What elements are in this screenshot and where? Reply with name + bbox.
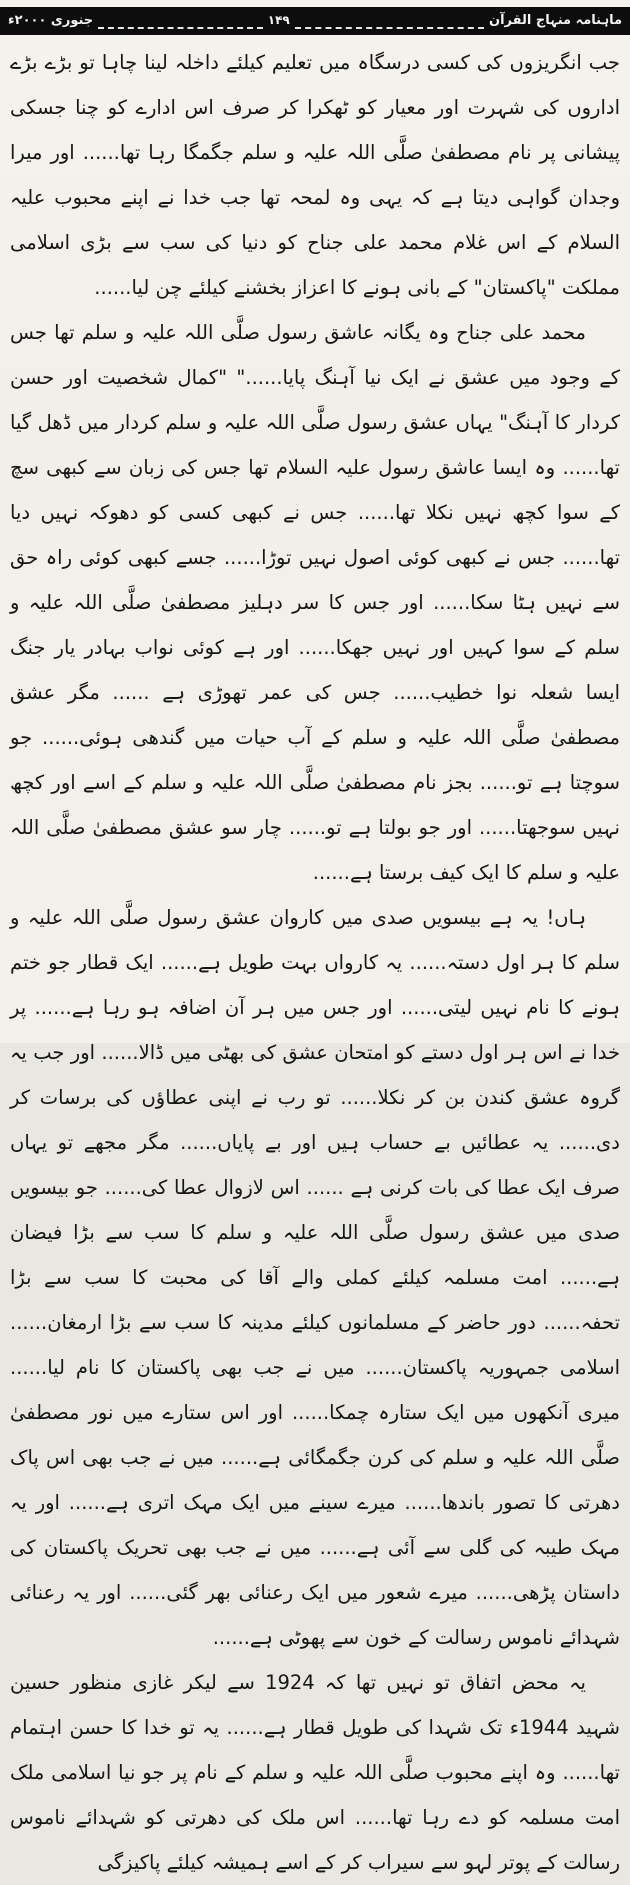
article-body: [10, 40, 620, 1874]
page-number: ۱۴۹: [267, 13, 290, 27]
page-header-bar: [0, 7, 630, 35]
dashed-rule-left: [98, 13, 263, 30]
paragraph-jinnah-admission: جب انگریزوں کی کسی درسگاہ میں تعلیم کیلئے داخلہ لینا چاہا تو بڑے بڑے اداروں کی شہرت اور معیار کو ٹھکرا کر صرف اس ادارے کو چنا جسکی پیشانی پر نام مصطفیٰ صلَّی اللہ علیہ و سلم جگمگا رہا تھا...... اور میرا وجدان گواہی دیتا ہے کہ یہی وہ لمحہ تھا جب خدا نے اپنے محبوب علیہ السلام کے اس غلام محمد علی جناح کو دنیا کی سب سے بڑی اسلامی مملکت "پاکستان" کے بانی ہونے کا اعزاز بخشنے کیلئے چن لیا......: [10, 51, 620, 299]
paragraph-caravan-ishq: ہاں! یہ ہے بیسویں صدی میں کاروان عشق رسول صلَّی اللہ علیہ و سلم کا ہر اول دستہ...... یہ کارواں بہت طویل ہے...... ایک قطار جو ختم ہونے کا نام نہیں لیتی...... اور جس میں ہر آن اضافہ ہو رہا ہے...... پر خدا نے اس ہر اول دستے کو امتحان عشق کی بھٹی میں ڈالا...... اور جب یہ گروہ عشق کندن بن کر نکلا...... تو رب نے اپنی عطاؤں کی برسات کر دی...... یہ عطائیں بے حساب ہیں اور بے پایاں...... مگر مجھے تو یہاں صرف ایک عطا کی بات کرنی ہے ...... اس لازوال عطا کی...... جو بیسویں صدی میں عشق رسول صلَّی اللہ علیہ و سلم کا سب سے بڑا فیضان ہے...... امت مسلمہ کیلئے کملی والے آقا کی محبت کا سب سے بڑا تحفہ...... دور حاضر کے مسلمانوں کیلئے مدینہ کا سب سے بڑا ارمغان...... اسلامی جمہوریہ پاکستان...... میں نے جب بھی پاکستان کا نام لیا...... میری آنکھوں میں ایک ستارہ چمکا...... اور اس ستارے میں نور مصطفیٰ صلَّی اللہ علیہ و سلم کی کرن جگمگائی ہے...... میں نے جب بھی اس پاک دھرتی کا تصور باندھا...... میرے سینے میں ایک مہک اتری ہے...... اور یہ مہک طیبہ کی گلی سے آئی ہے...... میں نے جب بھی تحریک پاکستان کی داستان پڑھی...... میرے شعور میں ایک رعنائی بھر گئی...... اور یہ رعنائی شہدائے ناموس رسالت کے خون سے پھوٹی ہے......: [10, 906, 620, 1649]
issue-date: جنوری ۲۰۰۰ء: [8, 12, 94, 28]
paragraph-shuhada-1924-1944: یہ محض اتفاق تو نہیں تھا کہ 1924 سے لیکر غازی منظور حسین شہید 1944ء تک شہدا کی طویل قطار ہے...... یہ تو خدا کا حسن اہتمام تھا...... وہ اپنے محبوب صلَّی اللہ علیہ و سلم کے نام پر جو نیا اسلامی ملک امت مسلمہ کو دے رہا تھا...... اس ملک کی دھرتی کو شہدائے ناموس رسالت کے پوتر لہو سے سیراب کر کے اسے ہمیشہ کیلئے پاکیزگی: [10, 1671, 620, 1874]
dashed-rule-right: [295, 13, 484, 30]
paragraph-jinnah-ashiq: محمد علی جناح وہ یگانہ عاشق رسول صلَّی اللہ علیہ و سلم تھا جس کے وجود میں عشق نے ایک نیا آہنگ پایا......" "کمال شخصیت اور حسن کردار کا آہنگ" یہاں عشق رسول صلَّی اللہ علیہ و سلم کردار میں ڈھل گیا تھا...... وہ ایسا عاشق رسول علیہ السلام تھا جس کی زبان سے کبھی سچ کے سوا کچھ نہیں نکلا تھا...... جس نے کبھی کسی کو دھوکہ نہیں دیا تھا...... جس نے کبھی کوئی اصول نہیں توڑا...... جسے کبھی کوئی راہ حق سے نہیں ہٹا سکا...... اور جس کا سر دہلیز مصطفیٰ صلَّی اللہ علیہ و سلم کے سوا کہیں اور نہیں جھکا...... اور ہے کوئی نواب بہادر یار جنگ ایسا شعلہ نوا خطیب...... جس کی عمر تھوڑی ہے ...... مگر عشق مصطفیٰ صلَّی اللہ علیہ و سلم کے آب حیات میں گندھی ہوئی...... جو سوچتا ہے تو...... بجز نام مصطفیٰ صلَّی اللہ علیہ و سلم کے اسے اور کچھ نہیں سوجھتا...... اور جو بولتا ہے تو...... چار سو عشق مصطفیٰ صلَّی اللہ علیہ و سلم کا ایک کیف برستا ہے......: [10, 321, 620, 884]
magazine-title: ماہنامہ منہاج القرآن: [488, 12, 622, 28]
